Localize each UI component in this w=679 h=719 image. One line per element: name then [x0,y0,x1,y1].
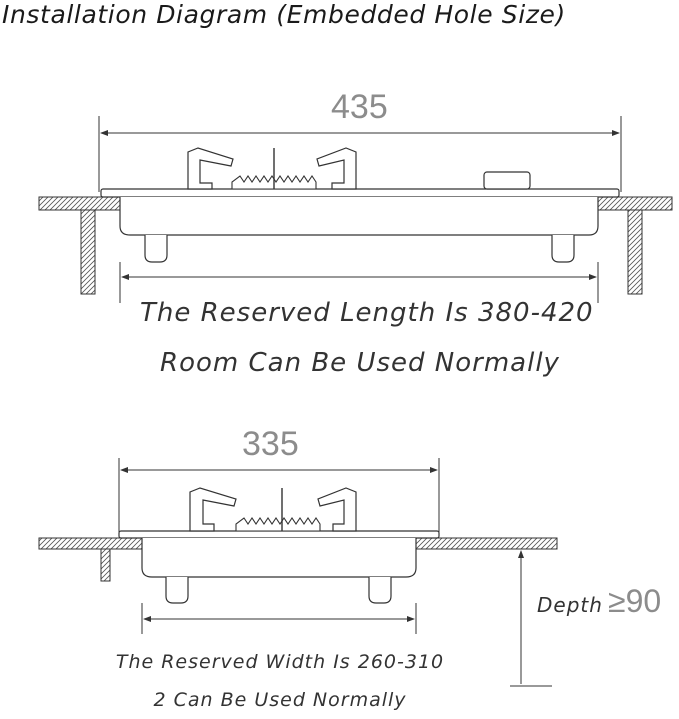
top-cooktop-panel [101,189,619,197]
top-caption-line2: Room Can Be Used Normally [160,348,560,378]
top-pot-support-right [317,148,356,189]
bottom-countertop-right [416,538,557,549]
top-caption-line1: The Reserved Length Is 380-420 [140,298,594,328]
top-control-knob [484,172,530,189]
depth-value: ≥90 [608,583,662,619]
top-pot-support-left [188,148,233,189]
bottom-overall-dimension: 335 [242,425,299,463]
top-countertop-left [39,197,120,210]
bottom-cooktop-body [142,538,416,577]
bottom-pot-support-right [318,488,356,531]
bottom-cooktop-panel [119,531,439,538]
diagram-title: Installation Diagram (Embedded Hole Size) [2,0,566,29]
top-countertop-right [598,197,672,210]
depth-label-group [537,583,661,620]
bottom-burner [236,518,320,531]
bottom-pot-support-left [190,488,236,531]
top-overall-dimension: 435 [331,88,388,126]
bottom-caption-line1: The Reserved Width Is 260-310 [115,651,445,673]
depth-label: Depth [537,593,603,617]
bottom-countertop-left [39,538,142,549]
top-cooktop-body [120,197,598,235]
top-cooktop-diagram [39,116,672,303]
bottom-caption-line2: 2 Can Be Used Normally [153,689,407,711]
